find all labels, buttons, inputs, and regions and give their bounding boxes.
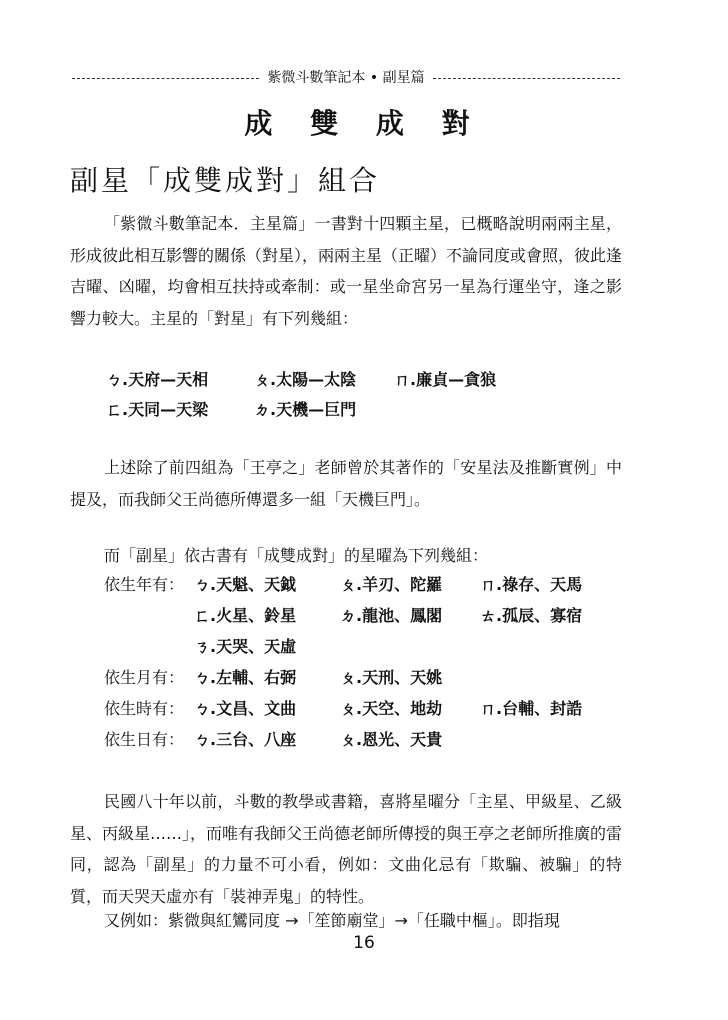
star-pair: ㄇ.祿存、天馬 bbox=[480, 575, 583, 594]
star-pair: ㄈ.火星、鈴星 bbox=[194, 606, 297, 625]
star-row-hour bbox=[104, 696, 620, 722]
star-row-year-1 bbox=[104, 572, 620, 598]
header-dashes-left bbox=[72, 78, 259, 79]
star-pair: ㄋ.天哭、天虛 bbox=[194, 637, 297, 656]
paragraph-teacher: 上述除了前四組為「王亭之」老師曾於其著作的「安星法及推斷實例」中提及，而我師父王尚德所傳還多一組「天機巨門」。 bbox=[70, 458, 622, 509]
star-pair: ㄆ.天空、地劫 bbox=[340, 699, 443, 718]
running-header bbox=[72, 66, 620, 90]
star-row-day bbox=[104, 727, 480, 753]
main-star-pairs-row-1 bbox=[106, 367, 496, 393]
star-pair: ㄅ.文昌、文曲 bbox=[194, 699, 297, 718]
paragraph-intro2: 而「副星」依古書有「成雙成對」的星曜為下列幾組： bbox=[104, 546, 489, 565]
star-row-month bbox=[104, 665, 480, 691]
group-label-year: 依生年有： bbox=[104, 575, 185, 594]
group-label-day: 依生日有： bbox=[104, 730, 185, 749]
pair-item: ㄇ.廉貞—貪狼 bbox=[394, 370, 497, 389]
star-row-year-3 bbox=[104, 634, 340, 660]
pair-item: ㄆ.太陽—太陰 bbox=[254, 370, 357, 389]
spacer bbox=[104, 603, 194, 629]
star-pair: ㄅ.三台、八座 bbox=[194, 730, 297, 749]
star-pair: ㄆ.恩光、天貴 bbox=[340, 730, 443, 749]
star-pair: ㄅ.天魁、天鉞 bbox=[194, 575, 297, 594]
header-dashes-right bbox=[433, 78, 620, 79]
paragraph-example: 又例如：紫微與紅鸞同度 →「笙節廟堂」→「任職中樞」。即指現 bbox=[104, 911, 560, 930]
pair-item: ㄉ.天機—巨門 bbox=[254, 400, 357, 419]
star-pair: ㄆ.羊刃、陀羅 bbox=[340, 575, 443, 594]
pair-item: ㄈ.天同—天梁 bbox=[106, 400, 209, 419]
group-label-month: 依生月有： bbox=[104, 668, 185, 687]
group-label-hour: 依生時有： bbox=[104, 699, 185, 718]
main-star-pairs-row-2 bbox=[106, 397, 356, 423]
pair-item: ㄅ.天府—天相 bbox=[106, 370, 209, 389]
star-pair: ㄇ.台輔、封誥 bbox=[480, 699, 583, 718]
star-pair: ㄆ.天刑、天姚 bbox=[340, 668, 443, 687]
spacer bbox=[104, 634, 194, 660]
paragraph-intro: 「紫微斗數筆記本．主星篇」一書對十四顆主星，已概略說明兩兩主星，形成彼此相互影響的關係（對星），兩兩主星（正曜）不論同度或會照，彼此逢吉曜、凶曜，均會相互扶持或牽制：或一星坐命宮另一星為行運坐守，逢之影響力較大。主星的「對星」有下列幾組： bbox=[70, 214, 623, 328]
page-title: 成 雙 成 對 bbox=[244, 107, 484, 140]
paragraph-history: 民國八十年以前，斗數的教學或書籍，喜將星曜分「主星、甲級星、乙級星、丙級星……」，而唯有我師父王尚德老師所傳授的與王亭之老師所推廣的雷同，認為「副星」的力量不可小看，例如：文曲化忌有「欺騙、被騙」的特質，而天哭天虛亦有「裝神弄鬼」的特性。 bbox=[70, 792, 623, 906]
section-title: 副星「成雙成對」組合 bbox=[70, 164, 381, 197]
page-number: 16 bbox=[353, 933, 375, 953]
star-pair: ㄉ.龍池、鳳閣 bbox=[340, 606, 443, 625]
star-row-year-2 bbox=[104, 603, 620, 629]
star-pair: ㄊ.孤辰、寡宿 bbox=[480, 606, 583, 625]
star-pair: ㄅ.左輔、右弼 bbox=[194, 668, 297, 687]
header-text: 紫微斗數筆記本 • 副星篇 bbox=[267, 70, 425, 86]
